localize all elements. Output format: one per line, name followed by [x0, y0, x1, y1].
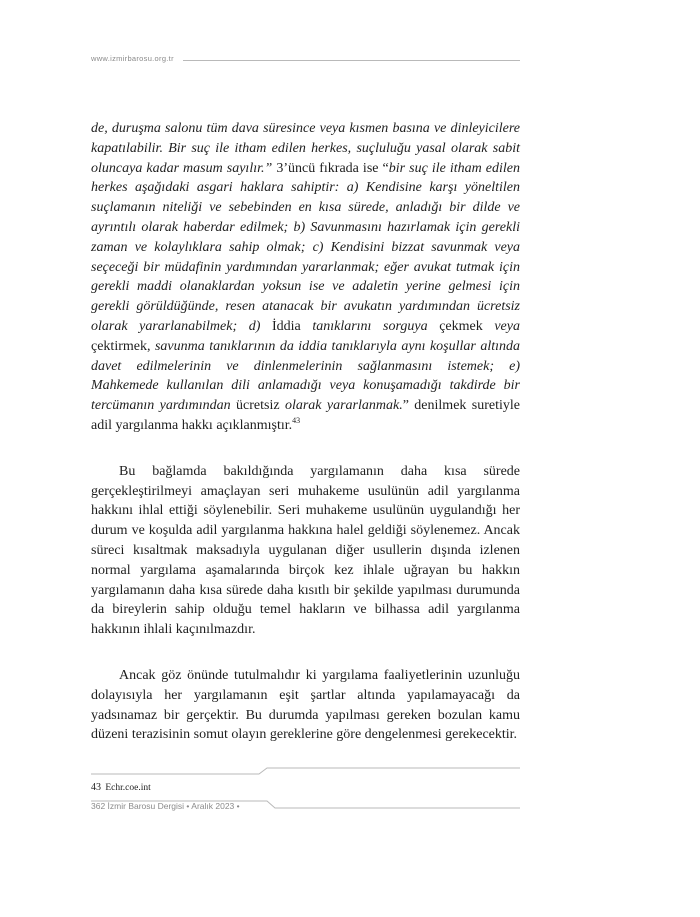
footer-text: 362 İzmir Barosu Dergisi • Aralık 2023 •	[91, 801, 240, 811]
footnote-reference[interactable]: 43	[292, 415, 301, 425]
p1-roman-5: ücretsiz	[230, 398, 285, 414]
footnote-number: 43	[91, 782, 101, 793]
p1-roman-4: çektirmek,	[91, 338, 151, 354]
paragraph-3: Ancak göz önünde tutulmalıdır ki yargılama faaliyetlerinin uzunluğu dolayısıyla her yargılamanın eşit şartlar altında yapılamayacağı da yadsınamaz bir gerçektir. Bu durumda yapılması gereken bozulan kamu düzeni terazisinin somut olayın gereklerine göre dengelenmesi gerekecektir.	[91, 667, 520, 743]
running-header	[91, 54, 520, 66]
p1-roman-1: 3’üncü fıkrada ise “	[272, 160, 389, 176]
p1-roman-2: İddia	[271, 318, 301, 334]
header-url: www.izmirbarosu.org.tr	[91, 54, 174, 63]
p1-italic-6: olarak yararlanmak.	[284, 398, 403, 414]
page-footer	[91, 800, 520, 812]
p1-roman-3: çekmek	[427, 318, 495, 334]
p1-italic-5: savunma tanıklarının da iddia tanıklarıyla aynı koşullar altında davet edilmelerinin ve dinlenmelerinin sağlanmasını istemek; e) Mahkemede kullanılan dili anlamadığı veya konuşamadığı takdirde bir tercümanın yardımından	[91, 338, 520, 414]
paragraph-1	[91, 119, 520, 436]
header-rule	[183, 60, 520, 61]
p1-italic-3: tanıklarını sorguya	[300, 318, 428, 334]
footnote-text: Echr.coe.int	[105, 783, 151, 793]
p1-roman-6: ” denilmek suretiyle adil yargılanma hakkı açıklanmıştır.	[91, 398, 520, 433]
footnote-rule	[91, 767, 520, 775]
footnote	[91, 782, 151, 793]
p1-italic-1: de, duruşma salonu tüm dava süresince veya kısmen basına ve dinleyicilere kapatılabilir. Bir suç ile itham edilen herkes, suçluluğu yasal olarak sabit oluncaya kadar masum sayılır.”	[91, 121, 520, 176]
p1-italic-4: veya	[494, 318, 520, 334]
paragraph-2: Bu bağlamda bakıldığında yargılamanın daha kısa sürede gerçekleştirilmeyi amaçlayan seri muhakeme usulünün adil yargılanma hakkını ihlal ettiği söylenebilir. Seri muhakeme usulünün uygulandığı her durum ve koşulda adil yargılanma hakkına halel geldiği söylenemez. Ancak süreci kısaltmak maksadıyla uygulanan diğer usullerin dışında izlenen normal yargılama aşamalarında birçok kez ihlale uğrayan bu hakkın yargılamanın daha kısa sürede daha kısıtlı bir şekilde yapılması durumunda da bireylerin sahip olduğu temel hakların ve bilhassa adil yargılanma hakkının ihlali kaçınılmazdır.	[91, 463, 520, 638]
article-body	[91, 119, 520, 745]
p1-italic-2: bir suç ile itham edilen herkes aşağıdaki asgari haklara sahiptir: a) Kendisine karşı yöneltilen suçlamanın niteliği ve sebebinden en kısa sürede, anladığı bir dilde ve ayrıntılı olarak haberdar edilmek; b) Savunmasını hazırlamak için gerekli zaman ve kolaylıklara sahip olmak; c) Kendisini bizzat savunmak veya seçeceği bir müdafinin yardımından yararlanmak; eğer avukat tutmak için gerekli maddi olanaklardan yoksun ise ve adaletin yerine gelmesi için gerekli görüldüğünde, resen atanacak bir avukatın yardımından ücretsiz olarak yararlanabilmek; d)	[91, 160, 520, 334]
